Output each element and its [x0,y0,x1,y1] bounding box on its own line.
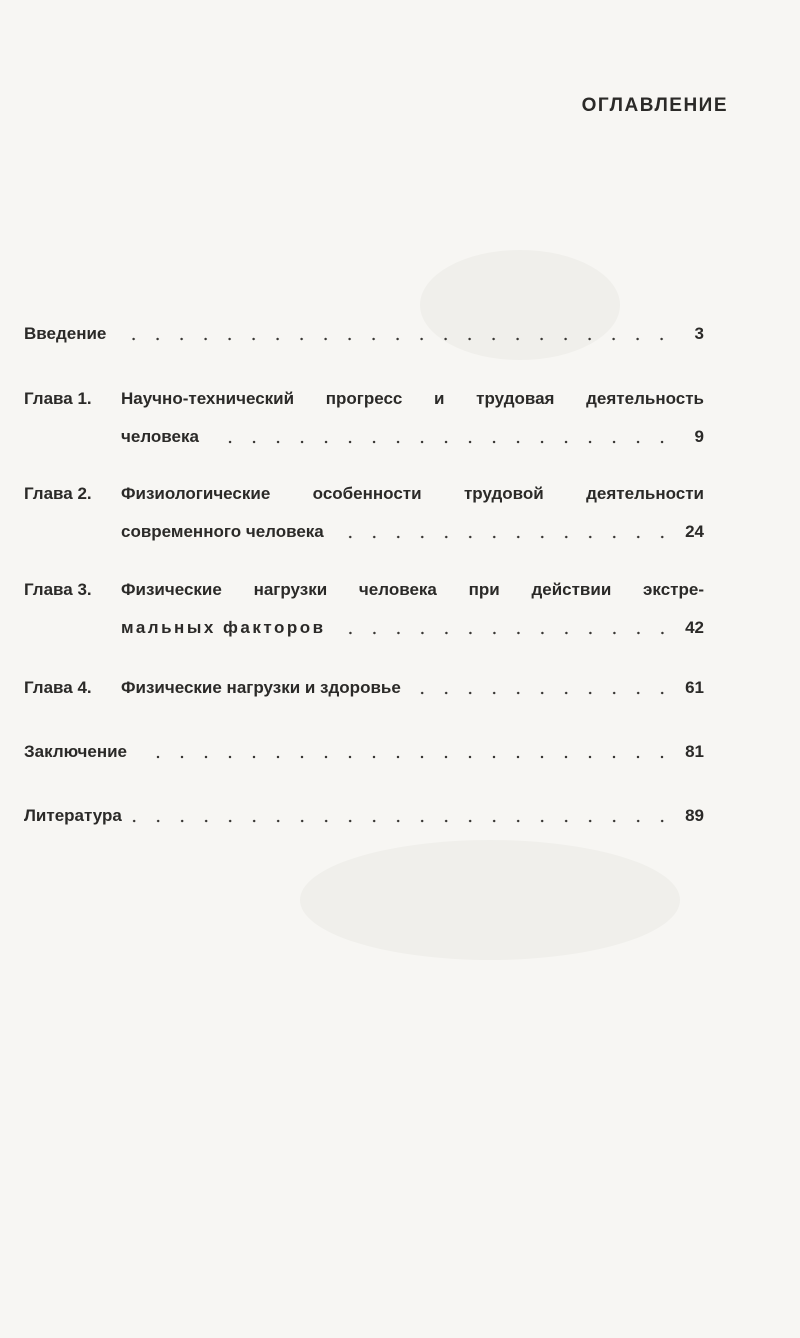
dot-leader [209,440,674,444]
toc-entry-conclusion[interactable] [24,740,704,764]
dot-leader [336,631,674,635]
toc-entry-title-line1: Физиологические особенности трудовой деятельности [121,484,704,503]
toc-entry-title-line1: Физические нагрузки и здоровье [121,678,401,697]
toc-chapter-number: Глава 3. [24,580,92,599]
dot-leader [411,691,674,695]
toc-entry-title-line2: человека [121,427,199,446]
toc-entry-title-line2: современного человека [121,522,324,541]
paper-smudge [300,840,680,960]
toc-title: ОГЛАВЛЕНИЕ [581,95,728,116]
toc-page-number: 24 [685,522,704,541]
toc-chapter-number: Глава 1. [24,389,92,408]
toc-page-number: 81 [685,742,704,761]
toc-page-number: 61 [685,678,704,697]
dot-leader [132,819,674,823]
toc-entry-chapter-1[interactable] [24,387,704,449]
toc-entry-label: Литература [24,806,122,825]
dot-leader [334,535,674,539]
toc-chapter-number: Глава 4. [24,678,92,697]
toc-page-number: 9 [694,427,704,446]
toc-entry-title-line2: мальных факторов [121,618,326,637]
toc-entry-chapter-3[interactable] [24,578,704,640]
toc-entry-label: Введение [24,324,107,343]
toc-entry-references[interactable] [24,804,704,828]
toc-chapter-number: Глава 2. [24,484,92,503]
toc-entry-title-line1: Научно-технический прогресс и трудовая деятельность [121,389,704,408]
toc-entry-chapter-2[interactable] [24,482,704,544]
toc-entry-introduction[interactable] [24,322,704,346]
toc-entry-title-line1: Физические нагрузки человека при действии экстре- [121,580,704,599]
toc-page-number: 42 [685,618,704,637]
toc-entry-label: Заключение [24,742,127,761]
dot-leader [116,337,674,341]
toc-page-number: 3 [694,324,704,343]
toc-page-number: 89 [685,806,704,825]
dot-leader [137,755,674,759]
toc-entry-chapter-4[interactable] [24,676,704,700]
